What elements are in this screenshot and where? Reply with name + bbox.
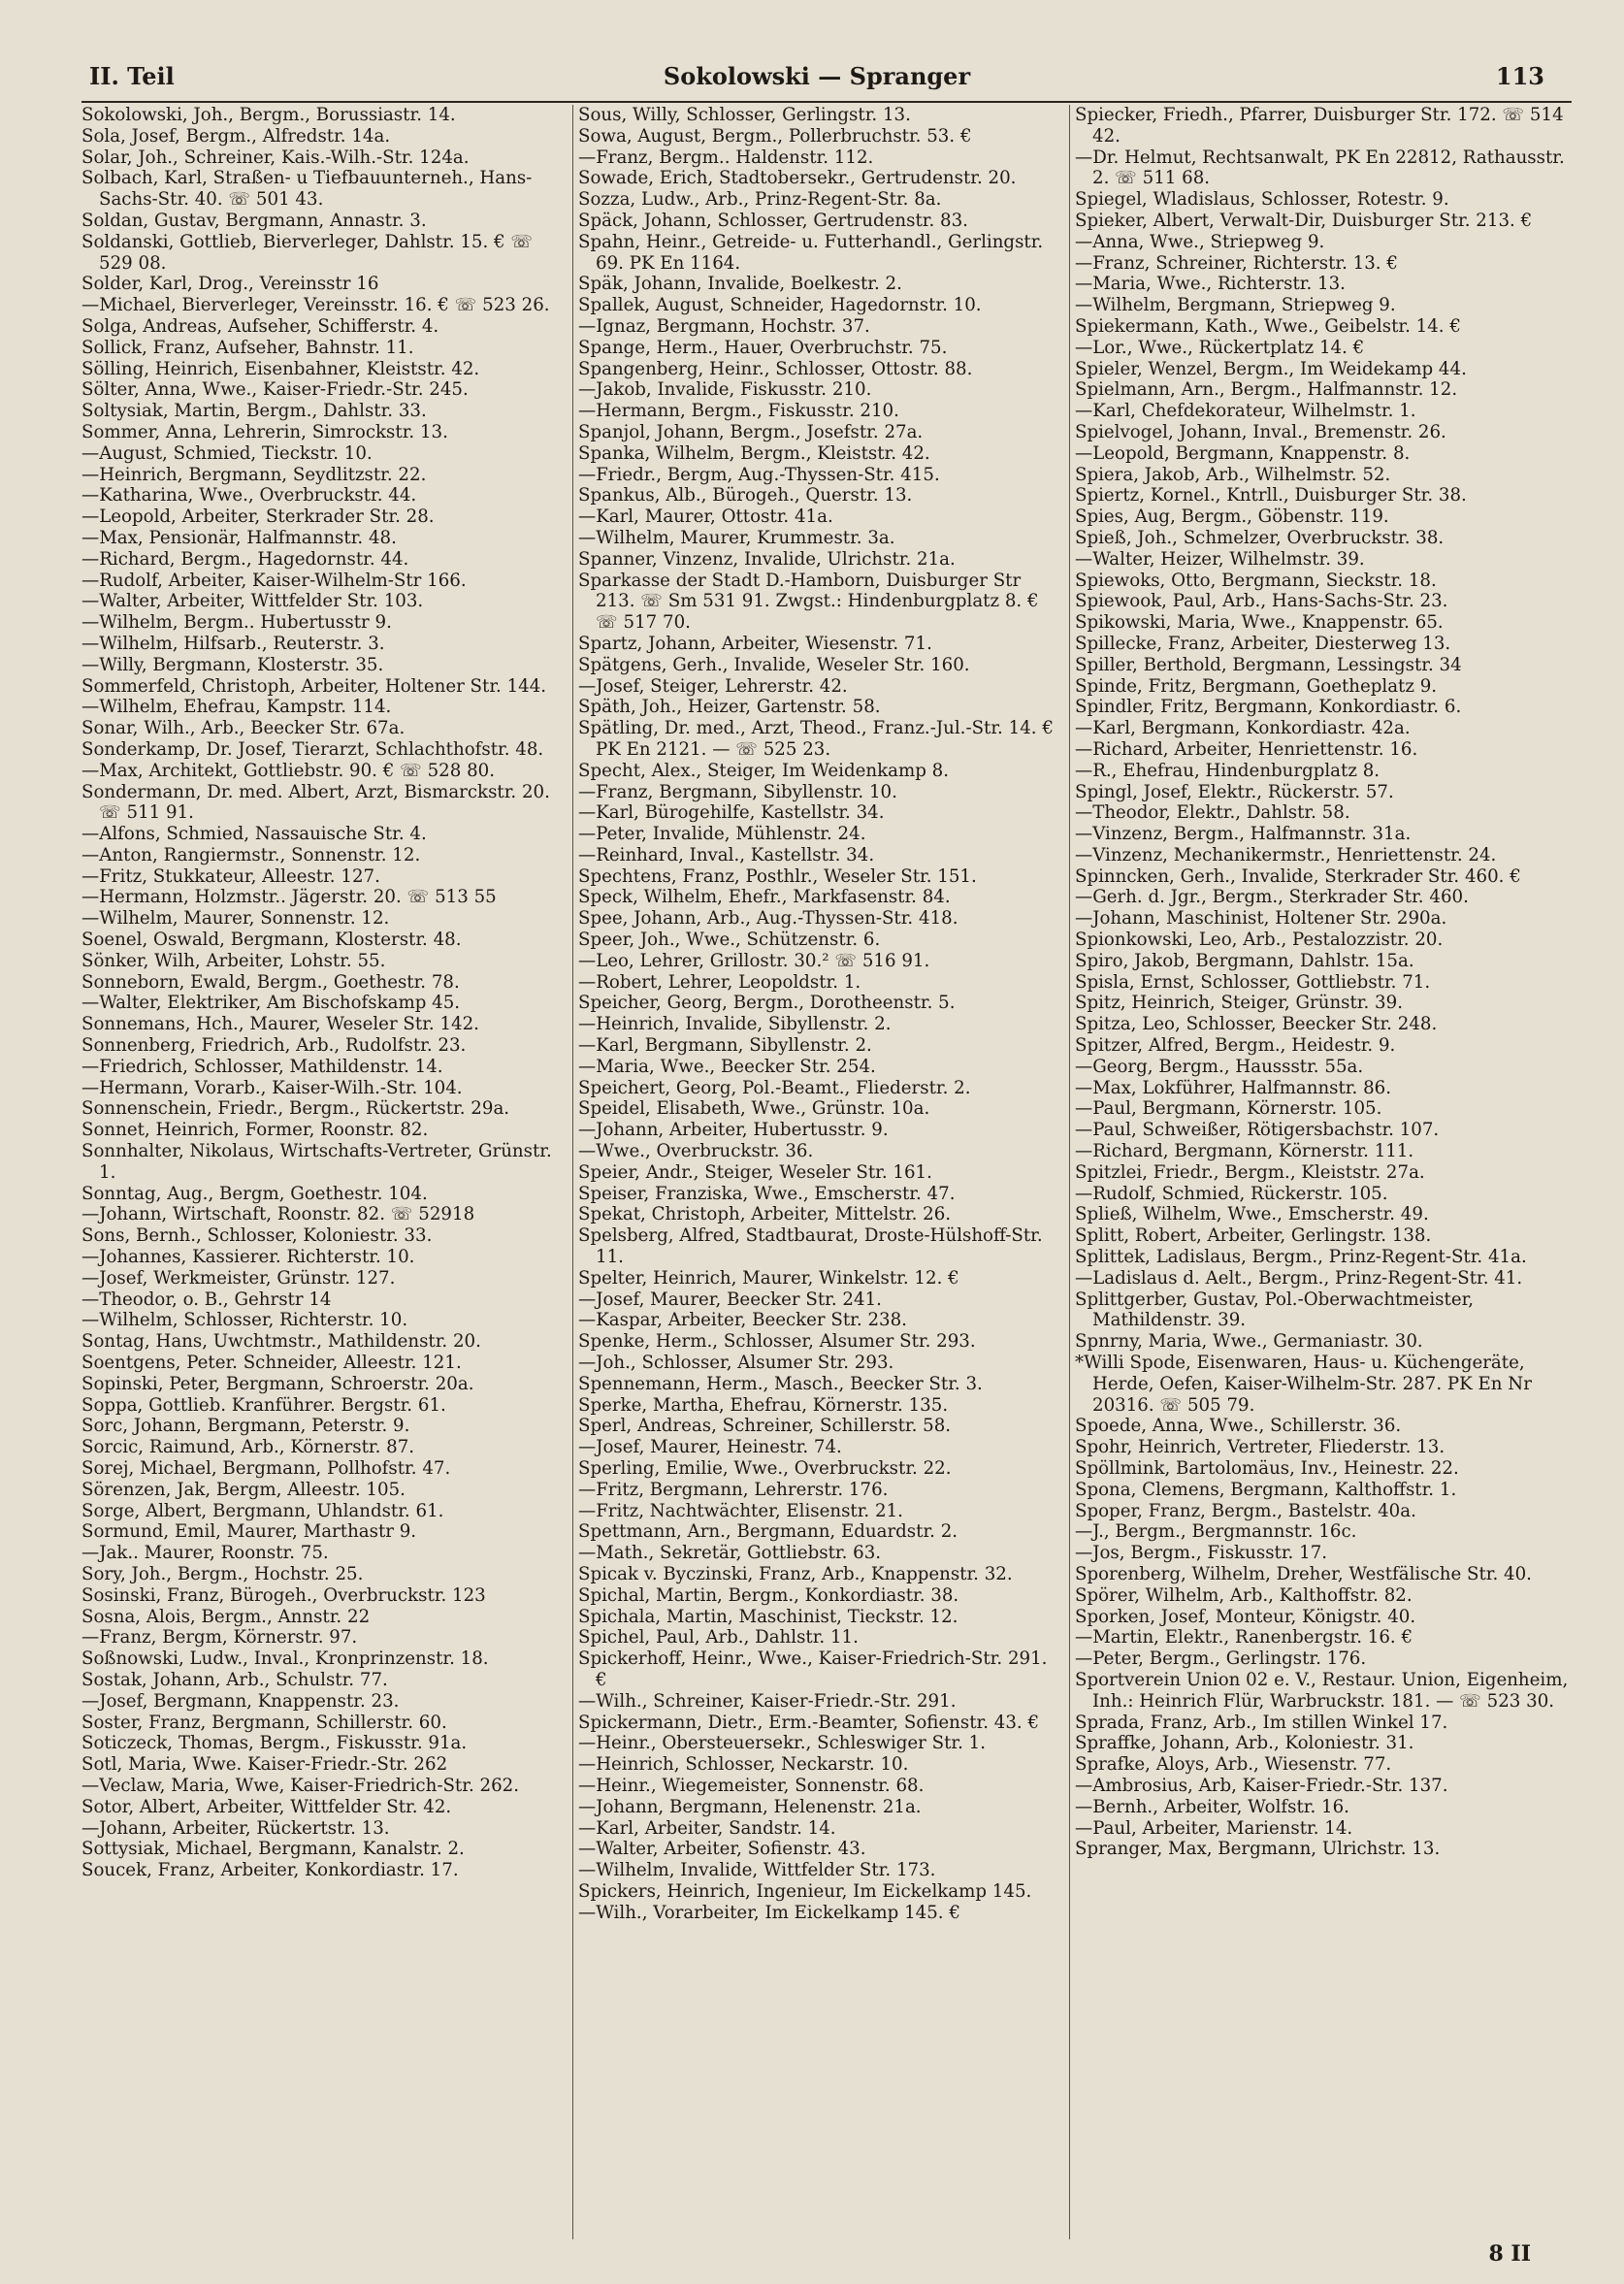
directory-entry: Spieker, Albert, Verwalt-Dir, Duisburger Str. 213. € [1075,210,1533,231]
directory-entry: —Theodor, Elektr., Dahlstr. 58. [1075,802,1350,824]
directory-entry: Späck, Johann, Schlosser, Gertrudenstr. 83. [578,210,968,231]
directory-entry: Splittgerber, Gustav, Pol.-Oberwachtmeister, Mathildenstr. 39. [1075,1289,1475,1331]
directory-entry: Spickerhoff, Heinr., Wwe., Kaiser-Friedrich-Str. 291. € [578,1648,1048,1690]
directory-entry: Spiro, Jakob, Bergmann, Dahlstr. 15a. [1075,950,1414,971]
directory-entry: Sonnemans, Hch., Maurer, Weseler Str. 142. [81,1014,479,1035]
directory-entry: —Max, Pensionär, Halfmannstr. 48. [81,527,397,548]
directory-entry: Sölling, Heinrich, Eisenbahner, Kleiststr. 42. [81,358,480,379]
directory-entry: —Anton, Rangiermstr., Sonnenstr. 12. [81,844,421,865]
directory-entry: Sosinski, Franz, Bürogeh., Overbruckstr. 123 [81,1584,486,1606]
directory-entry: —Peter, Bergm., Gerlingstr. 176. [1075,1648,1367,1670]
directory-entry: —Johann, Wirtschaft, Roonstr. 82. ☏ 52918 [81,1204,475,1225]
directory-entry: Spieler, Wenzel, Bergm., Im Weidekamp 44. [1075,358,1467,379]
directory-entry: Sollick, Franz, Aufseher, Bahnstr. 11. [81,337,414,358]
directory-entry: —Johann, Maschinist, Holtener Str. 290a. [1075,908,1447,930]
directory-entry: Spies, Aug, Bergm., Göbenstr. 119. [1075,506,1389,528]
directory-entry: —Karl, Arbeiter, Sandstr. 14. [578,1817,836,1839]
directory-entry: Solar, Joh., Schreiner, Kais.-Wilh.-Str. 124a. [81,147,470,168]
directory-entry: —Josef, Werkmeister, Grünstr. 127. [81,1267,396,1289]
directory-entry: Sopinski, Peter, Bergmann, Schroerstr. 20a. [81,1373,474,1394]
directory-entry: Soltysiak, Martin, Bergm., Dahlstr. 33. [81,401,427,422]
directory-entry: Spartz, Johann, Arbeiter, Wiesenstr. 71. [578,633,932,654]
directory-entry: —Josef, Steiger, Lehrerstr. 42. [578,675,848,697]
directory-entry: Speidel, Elisabeth, Wwe., Grünstr. 10a. [578,1098,930,1120]
directory-entry: —Heinrich, Schlosser, Neckarstr. 10. [578,1754,909,1776]
running-title: Sokolowski — Spranger [663,62,971,90]
directory-entry: —Max, Architekt, Gottliebstr. 90. € ☏ 528 80. [81,760,496,781]
directory-entry: Spohr, Heinrich, Vertreter, Fliederstr. 13. [1075,1437,1445,1458]
directory-entry: —Heinrich, Invalide, Sibyllenstr. 2. [578,1014,892,1035]
directory-entry: —Maria, Wwe., Richterstr. 13. [1075,274,1346,295]
directory-entry: Sonntag, Aug., Bergm, Goethestr. 104. [81,1183,428,1204]
directory-entry: —Wwe., Overbruckstr. 36. [578,1141,814,1162]
directory-entry: —Leopold, Bergmann, Knappenstr. 8. [1075,442,1411,464]
directory-entry: Spekat, Christoph, Arbeiter, Mittelstr. 26. [578,1204,952,1225]
directory-entry: Spieß, Joh., Schmelzer, Overbruckstr. 38. [1075,527,1445,548]
directory-entry: Spee, Johann, Arb., Aug.-Thyssen-Str. 418. [578,908,958,930]
directory-entry: Sonnet, Heinrich, Former, Roonstr. 82. [81,1120,429,1141]
directory-entry: —Robert, Lehrer, Leopoldstr. 1. [578,971,861,993]
directory-entry: Spisla, Ernst, Schlosser, Gottliebstr. 71. [1075,971,1431,993]
directory-entry: Spitzlei, Friedr., Bergm., Kleiststr. 27a. [1075,1161,1425,1183]
column-1 [81,105,567,2239]
directory-entry: Späth, Joh., Heizer, Gartenstr. 58. [578,697,881,718]
directory-entry: —August, Schmied, Tieckstr. 10. [81,442,373,464]
directory-entry: —Leo, Lehrer, Grillostr. 30.² ☏ 516 91. [578,950,930,971]
directory-entry: —Richard, Arbeiter, Henriettenstr. 16. [1075,738,1418,760]
directory-entry: Sorej, Michael, Bergmann, Pollhofstr. 47. [81,1458,451,1479]
directory-entry: Sonnenschein, Friedr., Bergm., Rückertstr. 29a. [81,1098,510,1120]
directory-entry: —Wilhelm, Invalide, Wittfelder Str. 173. [578,1860,936,1881]
directory-entry: Spennemann, Herm., Masch., Beecker Str. 3. [578,1373,983,1394]
directory-entry: —Josef, Maurer, Heinestr. 74. [578,1437,842,1458]
directory-entry: Sölter, Anna, Wwe., Kaiser-Friedr.-Str. 245. [81,379,469,401]
directory-entry: Spikowski, Maria, Wwe., Knappenstr. 65. [1075,612,1444,634]
directory-entry: —Georg, Bergm., Haussstr. 55a. [1075,1056,1364,1077]
directory-entry: —Paul, Bergmann, Körnerstr. 105. [1075,1098,1382,1120]
directory-entry: Spallek, August, Schneider, Hagedornstr. 10. [578,295,982,316]
directory-entry: Sormund, Emil, Maurer, Marthastr 9. [81,1521,417,1543]
directory-entry: Soßnowski, Ludw., Inval., Kronprinzenstr. 18. [81,1648,489,1670]
directory-entry: Spitz, Heinrich, Steiger, Grünstr. 39. [1075,993,1403,1014]
directory-entry: —Jakob, Invalide, Fiskusstr. 210. [578,379,872,401]
directory-entry: —Kaspar, Arbeiter, Beecker Str. 238. [578,1310,907,1331]
directory-entry: —Rudolf, Schmied, Rückerstr. 105. [1075,1183,1388,1204]
directory-entry: Spicak v. Byczinski, Franz, Arb., Knappenstr. 32. [578,1563,1013,1584]
directory-entry: —Wilh., Vorarbeiter, Im Eickelkamp 145. € [578,1902,960,1923]
directory-entry: Sporenberg, Wilhelm, Dreher, Westfälische Str. 40. [1075,1563,1532,1584]
directory-entry: —Paul, Schweißer, Rötigersbachstr. 107. [1075,1120,1440,1141]
directory-entry: —Wilhelm, Hilfsarb., Reuterstr. 3. [81,633,385,654]
directory-entry: Sory, Joh., Bergm., Hochstr. 25. [81,1563,364,1584]
directory-entry: *Willi Spode, Eisenwaren, Haus- u. Küchengeräte, Herde, Oefen, Kaiser-Wilhelm-Str. 287. PK En Nr 20316. ☏ 505 79. [1075,1353,1532,1416]
header-rule [81,101,1572,103]
directory-entry: Spiekermann, Kath., Wwe., Geibelstr. 14. € [1075,315,1461,337]
directory-entry: Spließ, Wilhelm, Wwe., Emscherstr. 49. [1075,1204,1429,1225]
directory-entry: Speier, Andr., Steiger, Weseler Str. 161. [578,1161,932,1183]
directory-entry: —Max, Lokführer, Halfmannstr. 86. [1075,1077,1391,1098]
directory-entry: Soticzeck, Thomas, Bergm., Fiskusstr. 91a. [81,1733,468,1754]
directory-entry: —Alfons, Schmied, Nassauische Str. 4. [81,824,427,845]
directory-entry: Spiller, Berthold, Bergmann, Lessingstr. 34 [1075,654,1462,675]
directory-entry: —Katharina, Wwe., Overbruckstr. 44. [81,485,417,506]
directory-entry: —Franz, Bergmann, Sibyllenstr. 10. [578,781,897,802]
directory-entry: —Vinzenz, Bergm., Halfmannstr. 31a. [1075,824,1412,845]
directory-entry: —Franz, Bergm, Körnerstr. 97. [81,1627,358,1648]
directory-entry: Spiertz, Kornel., Kntrll., Duisburger Str. 38. [1075,485,1467,506]
directory-entry: —Karl, Bergmann, Konkordiastr. 42a. [1075,718,1411,739]
directory-entry: Sperling, Emilie, Wwe., Overbruckstr. 22. [578,1458,952,1479]
directory-entry: Spoper, Franz, Bergm., Bastelstr. 40a. [1075,1500,1416,1521]
directory-entry: —R., Ehefrau, Hindenburgplatz 8. [1075,760,1380,781]
directory-entry: Spätling, Dr. med., Arzt, Theod., Franz.-Jul.-Str. 14. € PK En 2121. — ☏ 525 23. [578,718,1054,760]
directory-entry: Splittek, Ladislaus, Bergm., Prinz-Regent-Str. 41a. [1075,1247,1527,1268]
directory-entry: Sons, Bernh., Schlosser, Koloniestr. 33. [81,1225,433,1247]
directory-entry: Sottysiak, Michael, Bergmann, Kanalstr. 2. [81,1839,465,1860]
directory-entry: Spielmann, Arn., Bergm., Halfmannstr. 12. [1075,379,1458,401]
directory-entry: Sonnhalter, Nikolaus, Wirtschafts-Vertreter, Grünstr. 1. [81,1141,552,1183]
column-divider [572,105,573,2239]
directory-entry: Spichel, Paul, Arb., Dahlstr. 11. [578,1627,859,1648]
directory-entry: Spechtens, Franz, Posthlr., Weseler Str. 151. [578,865,977,887]
section-label: II. Teil [89,62,175,90]
directory-entry: —Theodor, o. B., Gehrstr 14 [81,1289,332,1310]
directory-entry: Spiecker, Friedh., Pfarrer, Duisburger Str. 172. ☏ 514 42. [1075,105,1564,147]
column-2 [578,105,1059,2239]
directory-entry: —Josef, Maurer, Beecker Str. 241. [578,1289,882,1310]
directory-entry: Spanner, Vinzenz, Invalide, Ulrichstr. 21a. [578,548,956,570]
directory-entry: —Richard, Bergm., Hagedornstr. 44. [81,548,409,570]
directory-entry: Sontag, Hans, Uwchtmstr., Mathildenstr. 20. [81,1331,481,1353]
directory-entry: —Veclaw, Maria, Wwe, Kaiser-Friedrich-Str. 262. [81,1775,519,1796]
page-footer: 8 II [1488,2241,1531,2267]
directory-entry: Soenel, Oswald, Bergmann, Klosterstr. 48. [81,930,462,951]
directory-entry: —Gerh. d. Jgr., Bergm., Sterkrader Str. 460. [1075,887,1469,908]
directory-entry: —Johann, Bergmann, Helenenstr. 21a. [578,1796,922,1817]
directory-entry: —Johannes, Kassierer. Richterstr. 10. [81,1247,415,1268]
directory-entry: Spranger, Max, Bergmann, Ulrichstr. 13. [1075,1839,1441,1860]
directory-entry: Spanka, Wilhelm, Bergm., Kleiststr. 42. [578,442,930,464]
directory-entry: —Fritz, Nachtwächter, Elisenstr. 21. [578,1500,903,1521]
directory-entry: Sotor, Albert, Arbeiter, Wittfelder Str. 42. [81,1796,452,1817]
directory-entry: —Walter, Heizer, Wilhelmstr. 39. [1075,548,1365,570]
directory-entry: Sous, Willy, Schlosser, Gerlingstr. 13. [578,105,911,125]
directory-entry: Spichal, Martin, Bergm., Konkordiastr. 38. [578,1584,959,1606]
directory-entry: Sowade, Erich, Stadtobersekr., Gertrudenstr. 20. [578,168,1017,189]
directory-entry: Sosna, Alois, Bergm., Annstr. 22 [81,1606,371,1627]
directory-entry: —Hermann, Bergm., Fiskusstr. 210. [578,401,899,422]
directory-entry: Sorcic, Raimund, Arb., Körnerstr. 87. [81,1437,415,1458]
directory-entry: Späk, Johann, Invalide, Boelkestr. 2. [578,274,902,295]
directory-entry: —Hermann, Holzmstr.. Jägerstr. 20. ☏ 513 55 [81,887,497,908]
directory-entry: Sola, Josef, Bergm., Alfredstr. 14a. [81,125,391,147]
directory-entry: Spillecke, Franz, Arbeiter, Diesterweg 13. [1075,633,1451,654]
directory-entry: Sonnenberg, Friedrich, Arb., Rudolfstr. 23. [81,1035,467,1057]
directory-entry: —Josef, Bergmann, Knappenstr. 23. [81,1690,400,1712]
directory-entry: —Math., Sekretär, Gottliebstr. 63. [578,1543,882,1564]
directory-entry: Spindler, Fritz, Bergmann, Konkordiastr. 6. [1075,697,1462,718]
directory-entry: Solga, Andreas, Aufseher, Schifferstr. 4. [81,315,439,337]
directory-entry: Speer, Joh., Wwe., Schützenstr. 6. [578,930,881,951]
directory-entry: —J., Bergm., Bergmannstr. 16c. [1075,1521,1357,1543]
directory-entry: —Wilhelm, Ehefrau, Kampstr. 114. [81,697,392,718]
directory-entry: —Walter, Elektriker, Am Bischofskamp 45. [81,993,461,1014]
directory-entry: —Heinrich, Bergmann, Seydlitzstr. 22. [81,464,427,485]
directory-entry: Soucek, Franz, Arbeiter, Konkordiastr. 17. [81,1860,459,1881]
directory-entry: —Joh., Schlosser, Alsumer Str. 293. [578,1353,894,1374]
directory-entry: —Ignaz, Bergmann, Hochstr. 37. [578,315,870,337]
directory-entry: Spahn, Heinr., Getreide- u. Futterhandl., Gerlingstr. 69. PK En 1164. [578,231,1044,274]
directory-entry: Sowa, August, Bergm., Pollerbruchstr. 53. € [578,125,972,147]
directory-entry: —Wilhelm, Schlosser, Richterstr. 10. [81,1310,408,1331]
directory-entry: Spraffke, Johann, Arb., Koloniestr. 31. [1075,1733,1414,1754]
directory-entry: Sostak, Johann, Arb., Schulstr. 77. [81,1669,388,1690]
directory-entry: Sperl, Andreas, Schreiner, Schillerstr. 58. [578,1416,952,1437]
directory-entry: Spickers, Heinrich, Ingenieur, Im Eickelkamp 145. [578,1880,1032,1902]
page-header [89,62,1544,101]
directory-entry: Sonderkamp, Dr. Josef, Tierarzt, Schlachthofstr. 48. [81,738,544,760]
column-divider [1069,105,1070,2239]
directory-entry: Soppa, Gottlieb. Kranführer. Bergstr. 61. [81,1394,446,1416]
directory-entry: —Peter, Invalide, Mühlenstr. 24. [578,824,866,845]
directory-entry: Spiewoks, Otto, Bergmann, Sieckstr. 18. [1075,570,1437,591]
directory-entry: Soster, Franz, Bergmann, Schillerstr. 60. [81,1712,447,1733]
directory-entry: Spiera, Jakob, Arb., Wilhelmstr. 52. [1075,464,1391,485]
directory-entry: —Karl, Maurer, Ottostr. 41a. [578,506,833,528]
directory-entry: —Karl, Bergmann, Sibyllenstr. 2. [578,1035,872,1057]
directory-entry: Sorc, Johann, Bergmann, Peterstr. 9. [81,1416,410,1437]
directory-entry: Spiegel, Wladislaus, Schlosser, Rotestr. 9. [1075,189,1449,211]
directory-entry: Specht, Alex., Steiger, Im Weidenkamp 8. [578,760,949,781]
directory-entry: —Franz, Bergm.. Haldenstr. 112. [578,147,874,168]
directory-entry: —Walter, Arbeiter, Sofienstr. 43. [578,1839,866,1860]
directory-entry: Speiser, Franziska, Wwe., Emscherstr. 47. [578,1183,956,1204]
directory-entry: Sonar, Wilh., Arb., Beecker Str. 67a. [81,718,406,739]
directory-entry: —Jos, Bergm., Fiskusstr. 17. [1075,1543,1328,1564]
directory-entry: —Bernh., Arbeiter, Wolfstr. 16. [1075,1796,1349,1817]
directory-entry: Sprafke, Aloys, Arb., Wiesenstr. 77. [1075,1754,1392,1776]
directory-entry: Sporken, Josef, Monteur, Königstr. 40. [1075,1606,1416,1627]
directory-entry: —Fritz, Bergmann, Lehrerstr. 176. [578,1479,889,1500]
directory-entry: Sönker, Wilh, Arbeiter, Lohstr. 55. [81,950,386,971]
directory-entry: Spanjol, Johann, Bergm., Josefstr. 27a. [578,421,924,442]
directory-entry: Spoede, Anna, Wwe., Schillerstr. 36. [1075,1416,1402,1437]
directory-entry: —Maria, Wwe., Beecker Str. 254. [578,1056,876,1077]
directory-entry: —Wilh., Schreiner, Kaiser-Friedr.-Str. 291. [578,1690,957,1712]
directory-entry: Splitt, Robert, Arbeiter, Gerlingstr. 138. [1075,1225,1432,1247]
directory-entry: —Friedrich, Schlosser, Mathildenstr. 14. [81,1056,443,1077]
directory-entry: —Martin, Elektr., Ranenbergstr. 16. € [1075,1627,1413,1648]
directory-entry: —Leopold, Arbeiter, Sterkrader Str. 28. [81,506,435,528]
directory-entry: —Fritz, Stukkateur, Alleestr. 127. [81,865,380,887]
directory-entry: Spelsberg, Alfred, Stadtbaurat, Droste-Hülshoff-Str. 11. [578,1225,1043,1268]
directory-entry: Spielvogel, Johann, Inval., Bremenstr. 26. [1075,421,1446,442]
directory-entry: Spnrny, Maria, Wwe., Germaniastr. 30. [1075,1331,1423,1353]
directory-entry: —Anna, Wwe., Striepweg 9. [1075,231,1325,252]
directory-entry: Soentgens, Peter. Schneider, Alleestr. 121. [81,1353,462,1374]
directory-entry: Sommer, Anna, Lehrerin, Simrockstr. 13. [81,421,448,442]
directory-entry: Speck, Wilhelm, Ehefr., Markfasenstr. 84. [578,887,951,908]
directory-entry: Sonneborn, Ewald, Bergm., Goethestr. 78. [81,971,460,993]
directory-entry: Sommerfeld, Christoph, Arbeiter, Holtener Str. 144. [81,675,547,697]
directory-entry: Soldan, Gustav, Bergmann, Annastr. 3. [81,210,427,231]
directory-entry: Spangenberg, Heinr., Schlosser, Ottostr. 88. [578,358,973,379]
directory-entry: Sörenzen, Jak, Bergm, Alleestr. 105. [81,1479,406,1500]
directory-entry: Spörer, Wilhelm, Arb., Kalthoffstr. 82. [1075,1584,1413,1606]
directory-entry: Spätgens, Gerh., Invalide, Weseler Str. 160. [578,654,970,675]
directory-entry: —Vinzenz, Mechanikermstr., Henriettenstr. 24. [1075,844,1497,865]
directory-entry: Spingl, Josef, Elektr., Rückerstr. 57. [1075,781,1394,802]
directory-entry: —Michael, Bierverleger, Vereinsstr. 16. € ☏ 523 26. [81,295,550,316]
directory-entry: —Wilhelm, Maurer, Sonnenstr. 12. [81,908,390,930]
directory-entry: —Rudolf, Arbeiter, Kaiser-Wilhelm-Str 166. [81,570,467,591]
page-number: 113 [1495,62,1544,90]
directory-entry: Spelter, Heinrich, Maurer, Winkelstr. 12. € [578,1267,959,1289]
directory-entry: —Jak.. Maurer, Roonstr. 75. [81,1543,329,1564]
directory-entry: —Walter, Arbeiter, Wittfelder Str. 103. [81,591,424,612]
directory-entry: —Reinhard, Inval., Kastellstr. 34. [578,844,875,865]
directory-entry: Spionkowski, Leo, Arb., Pestalozzistr. 20. [1075,930,1444,951]
directory-entry: —Willy, Bergmann, Klosterstr. 35. [81,654,384,675]
directory-entry: Sondermann, Dr. med. Albert, Arzt, Bismarckstr. 20. ☏ 511 91. [81,781,550,824]
directory-entry: Speichert, Georg, Pol.-Beamt., Fliederstr. 2. [578,1077,971,1098]
directory-entry: —Johann, Arbeiter, Hubertusstr. 9. [578,1120,889,1141]
directory-entry: Sparkasse der Stadt D.-Hamborn, Duisburger Str 213. ☏ Sm 531 91. Zwgst.: Hindenburgplatz 8. € ☏ 517 70. [578,570,1039,634]
directory-entry: Spichala, Martin, Maschinist, Tieckstr. 12. [578,1606,958,1627]
directory-entry: Spange, Herm., Hauer, Overbruchstr. 75. [578,337,948,358]
directory-entry: —Wilhelm, Bergmann, Striepweg 9. [1075,295,1396,316]
directory-entry: Spiewook, Paul, Arb., Hans-Sachs-Str. 23. [1075,591,1448,612]
directory-entry: Spickermann, Dietr., Erm.-Beamter, Sofienstr. 43. € [578,1712,1040,1733]
directory-entry: Sokolowski, Joh., Bergm., Borussiastr. 14. [81,105,456,125]
column-3 [1075,105,1570,2239]
directory-entry: —Friedr., Bergm, Aug.-Thyssen-Str. 415. [578,464,940,485]
directory-entry: Soldanski, Gottlieb, Bierverleger, Dahlstr. 15. € ☏ 529 08. [81,231,534,274]
directory-entry: —Wilhelm, Bergm.. Hubertusstr 9. [81,612,392,634]
directory-entry: Solder, Karl, Drog., Vereinsstr 16 [81,274,379,295]
directory-entry: Solbach, Karl, Straßen- u Tiefbauunterneh., Hans-Sachs-Str. 40. ☏ 501 43. [81,168,533,211]
directory-entry: Spitzer, Alfred, Bergm., Heidestr. 9. [1075,1035,1396,1057]
directory-entry: Sotl, Maria, Wwe. Kaiser-Friedr.-Str. 262 [81,1754,448,1776]
directory-entry: Spettmann, Arn., Bergmann, Eduardstr. 2. [578,1521,958,1543]
directory-entry: Spinde, Fritz, Bergmann, Goetheplatz 9. [1075,675,1438,697]
directory-entry: Spinncken, Gerh., Invalide, Sterkrader Str. 460. € [1075,865,1521,887]
directory-entry: Sozza, Ludw., Arb., Prinz-Regent-Str. 8a. [578,189,942,211]
directory-entry: —Heinr., Wiegemeister, Sonnenstr. 68. [578,1775,925,1796]
directory-entry: —Karl, Bürogehilfe, Kastellstr. 34. [578,802,885,824]
directory-entry: —Johann, Arbeiter, Rückertstr. 13. [81,1817,390,1839]
directory-entry: —Richard, Bergmann, Körnerstr. 111. [1075,1141,1414,1162]
directory-entry: Spenke, Herm., Schlosser, Alsumer Str. 293. [578,1331,976,1353]
directory-entry: —Franz, Schreiner, Richterstr. 13. € [1075,252,1398,274]
directory-entry: —Ambrosius, Arb, Kaiser-Friedr.-Str. 137. [1075,1775,1448,1796]
directory-entry: Sperke, Martha, Ehefrau, Körnerstr. 135. [578,1394,949,1416]
directory-entry: —Paul, Arbeiter, Marienstr. 14. [1075,1817,1353,1839]
directory-entry: Sprada, Franz, Arb., Im stillen Winkel 17. [1075,1712,1448,1733]
directory-entry: —Wilhelm, Maurer, Krummestr. 3a. [578,527,895,548]
directory-entry: Sportverein Union 02 e. V., Restaur. Union, Eigenheim, Inh.: Heinrich Flür, Warbruckstr. 181. — ☏ 523 30. [1075,1669,1569,1712]
directory-entry: —Dr. Helmut, Rechtsanwalt, PK En 22812, Rathausstr. 2. ☏ 511 68. [1075,147,1565,189]
directory-entry: Speicher, Georg, Bergm., Dorotheenstr. 5. [578,993,956,1014]
directory-entry: Spöllmink, Bartolomäus, Inv., Heinestr. 22. [1075,1458,1459,1479]
directory-entry: —Karl, Chefdekorateur, Wilhelmstr. 1. [1075,401,1416,422]
directory-entry: —Lor., Wwe., Rückertplatz 14. € [1075,337,1365,358]
directory-entry: —Heinr., Obersteuersekr., Schleswiger Str. 1. [578,1733,987,1754]
directory-entry: Spankus, Alb., Bürogeh., Querstr. 13. [578,485,913,506]
directory-entry: —Hermann, Vorarb., Kaiser-Wilh.-Str. 104. [81,1077,463,1098]
directory-entry: Spona, Clemens, Bergmann, Kalthoffstr. 1. [1075,1479,1457,1500]
directory-entry: —Ladislaus d. Aelt., Bergm., Prinz-Regent-Str. 41. [1075,1267,1523,1289]
directory-entry: Sorge, Albert, Bergmann, Uhlandstr. 61. [81,1500,444,1521]
directory-entry: Spitza, Leo, Schlosser, Beecker Str. 248. [1075,1014,1438,1035]
